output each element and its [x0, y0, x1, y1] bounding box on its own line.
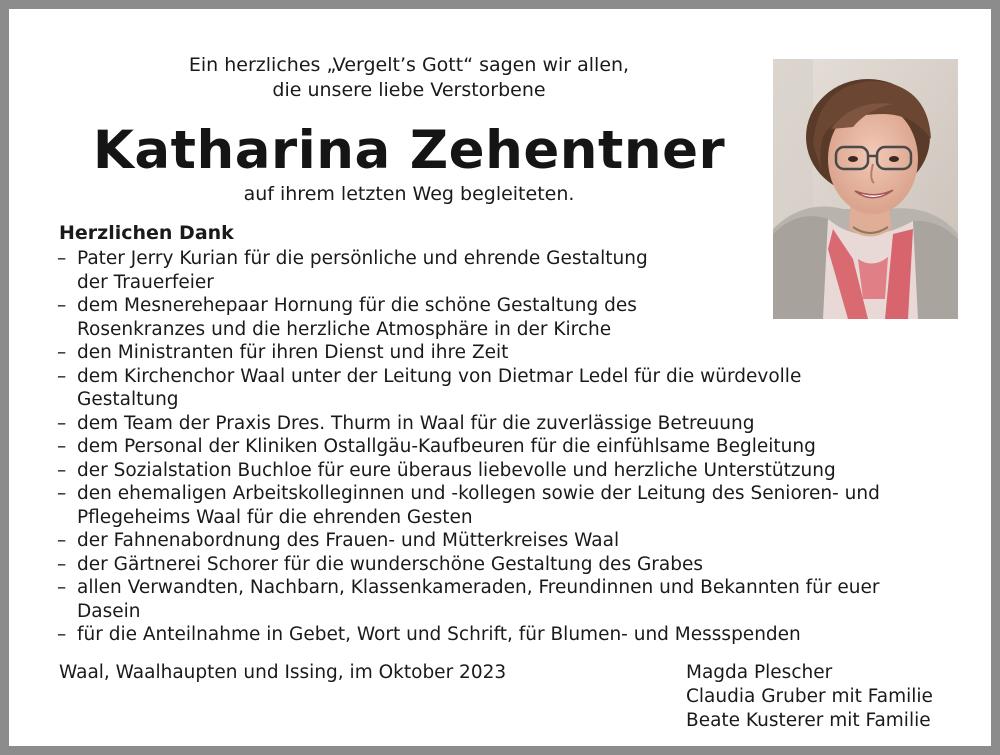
dash-bullet: –	[57, 342, 67, 363]
list-item-text: dem Mesnerehepaar Hornung für die schöne Gestaltung des	[77, 295, 637, 316]
deceased-name: Katharina Zehentner	[92, 120, 726, 181]
list-item	[57, 247, 967, 294]
list-item-text: dem Kirchenchor Waal unter der Leitung von Dietmar Ledel für die würdevolle	[77, 365, 802, 387]
list-item	[57, 435, 967, 459]
list-item	[57, 576, 967, 623]
intro-text	[119, 53, 699, 103]
list-item	[57, 365, 967, 412]
dash-bullet: –	[57, 436, 67, 457]
dash-bullet: –	[57, 248, 67, 269]
list-item-text: der Fahnenabordnung des Frauen- und Mütterkreises Waal	[77, 530, 620, 551]
dash-bullet: –	[57, 530, 67, 551]
dash-bullet: –	[57, 624, 67, 645]
after-name-text: auf ihrem letzten Weg begleiteten.	[243, 183, 575, 205]
place-date: Waal, Waalhaupten und Issing, im Oktober 2023	[59, 662, 507, 683]
dash-bullet: –	[57, 483, 67, 504]
dash-bullet: –	[57, 412, 67, 434]
list-item-text: der Gärtnerei Schorer für die wunderschöne Gestaltung des Grabes	[77, 553, 704, 575]
thanks-list	[57, 247, 967, 647]
list-item-text: den ehemaligen Arbeitskolleginnen und -kollegen sowie der Leitung des Senioren- und	[77, 483, 880, 504]
list-item	[57, 553, 967, 577]
dash-bullet: –	[57, 553, 67, 575]
list-item	[57, 529, 967, 553]
signer-name: Beate Kusterer mit Familie	[686, 710, 931, 731]
signers	[686, 661, 933, 733]
list-item	[57, 412, 967, 436]
list-item-text: allen Verwandten, Nachbarn, Klassenkameraden, Freundinnen und Bekannten für euer	[77, 577, 880, 598]
list-item-text: dem Personal der Kliniken Ostallgäu-Kaufbeuren für die einfühlsame Begleitung	[77, 436, 816, 457]
dash-bullet: –	[57, 577, 67, 598]
signer-name: Magda Plescher	[686, 662, 833, 683]
thanks-heading: Herzlichen Dank	[59, 222, 234, 244]
list-item	[57, 459, 967, 483]
list-item-text: Pater Jerry Kurian für die persönliche und ehrende Gestaltung	[77, 248, 648, 269]
list-item-text: der Sozialstation Buchloe für eure überaus liebevolle und herzliche Unterstützung	[77, 459, 836, 481]
list-item-text: den Ministranten für ihren Dienst und ihre Zeit	[77, 342, 509, 363]
intro-line-2: die unsere liebe Verstorbene	[272, 79, 546, 101]
list-item-text: für die Anteilnahme in Gebet, Wort und Schrift, für Blumen- und Messspenden	[77, 624, 801, 645]
list-item-continuation: Rosenkranzes und die herzliche Atmosphäre in der Kirche	[77, 318, 612, 340]
list-item-continuation: der Trauerfeier	[77, 271, 214, 293]
dash-bullet: –	[57, 295, 67, 316]
intro-line-1: Ein herzliches „Vergelt’s Gott“ sagen wir allen,	[188, 54, 630, 76]
list-item	[57, 482, 967, 529]
list-item-continuation: Gestaltung	[77, 389, 179, 410]
list-item	[57, 294, 967, 341]
signer-name: Claudia Gruber mit Familie	[686, 686, 933, 707]
list-item-text: dem Team der Praxis Dres. Thurm in Waal für die zuverlässige Betreuung	[77, 412, 755, 434]
list-item	[57, 341, 967, 365]
dash-bullet: –	[57, 459, 67, 481]
list-item-continuation: Dasein	[77, 600, 141, 622]
list-item	[57, 623, 967, 647]
dash-bullet: –	[57, 365, 67, 387]
list-item-continuation: Pflegeheims Waal für die ehrenden Gesten	[77, 506, 473, 528]
